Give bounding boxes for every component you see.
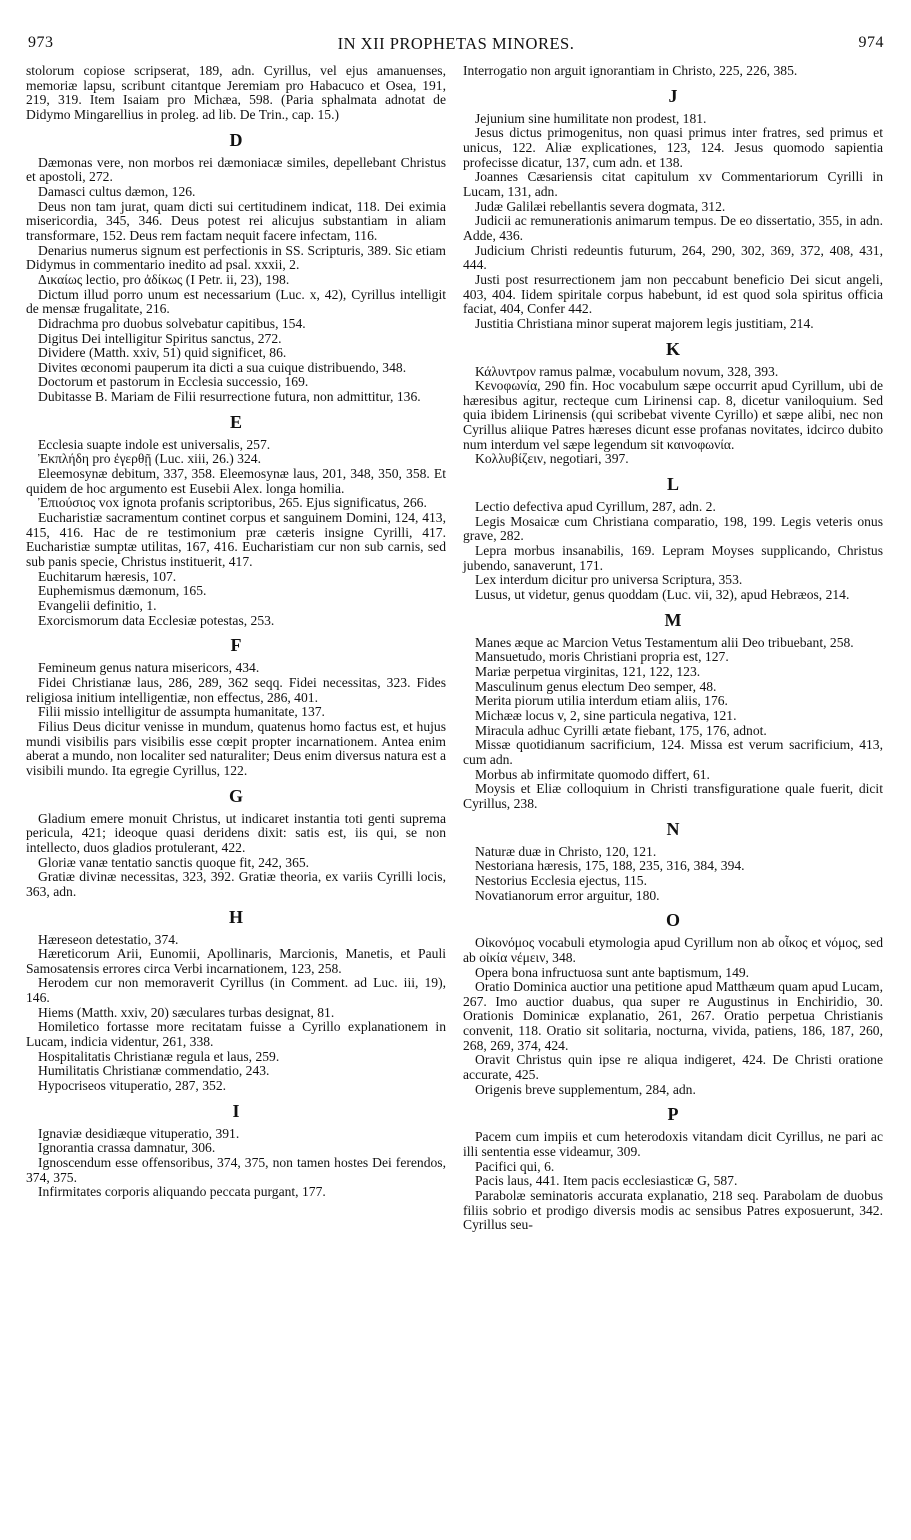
index-entry: Nestorius Ecclesia ejectus, 115. (475, 872, 648, 888)
index-entry: Judicii ac remunerationis animarum tempus. De eo dissertatio, 355, in adn. Adde, 436. (463, 213, 883, 243)
index-entry: Denarius numerus signum est perfectionis in SS. Scripturis, 389. Sic etiam Didymus in commentario inedito ad psal. xxxii, 2. (26, 242, 446, 273)
left-column (26, 64, 446, 1200)
index-entry: Evangelii definitio, 1. (38, 598, 157, 613)
section-letter-f: F (230, 635, 242, 656)
index-entry: Oravit Christus quin ipse re aliqua indigeret, 424. De Christi oratione accurate, 425. (463, 1052, 883, 1083)
index-entry: Dictum illud porro unum est necessarium (Luc. x, 42), Cyrillus intelligit de mensæ frugalitate, 216. (26, 286, 446, 317)
section-letter-d: D (229, 129, 243, 150)
index-entry: Deus non tam jurat, quam dicti sui certitudinem indicat, 118. Dei eximia misericordia, 345, 346. Deus potest rei alicujus substantiam in aliam transformare, 152. Deus rem factam nequit facere infectam, 116. (26, 198, 446, 243)
index-entry: Euchitarum hæresis, 107. (38, 568, 177, 584)
index-entry: Hæreticorum Arii, Eunomii, Apollinaris, Marcionis, Manetis, et Pauli Samosatensis errores circa Verbi incarnationem, 123, 258. (26, 946, 446, 976)
index-entry: Legis Mosaicæ cum Christiana comparatio, 198, 199. Legis veteris onus grave, 282. (463, 513, 883, 544)
index-entry: Joannes Cæsariensis citat capitulum xv Commentariorum Cyrilli in Lucam, 131, adn. (463, 169, 883, 199)
index-entry: Gratiæ divinæ necessitas, 323, 392. Gratiæ theoria, ex variis Cyrilli locis, 363, adn. (26, 869, 446, 899)
index-entry: Michææ locus v, 2, sine particula negativa, 121. (475, 707, 737, 723)
index-entry: Parabolæ seminatoris accurata explanatio, 218 seq. Parabolam de duobus filiis sobrio et prodigo diversis modis ac sensibus Patres exposuerunt, 342. Cyrillus seu- (463, 1188, 883, 1233)
section-letter-h: H (228, 906, 243, 927)
section-letter-i: I (232, 1100, 240, 1121)
section-letter-p: P (667, 1104, 679, 1125)
index-entry: Damasci cultus dæmon, 126. (38, 183, 196, 199)
index-entry: Dæmonas vere, non morbos rei dæmoniacæ similes, depellebant Christus et apostoli, 272. (26, 154, 446, 185)
index-entry: Ignorantia crassa damnatur, 306. (38, 1140, 216, 1156)
index-entry: Κολλυβίζειν, negotiari, 397. (475, 451, 629, 467)
index-entry: Herodem cur non memoraverit Cyrillus (in Comment. ad Luc. iii, 19), 146. (26, 975, 446, 1006)
index-entry: Hypocriseos vituperatio, 287, 352. (38, 1078, 227, 1094)
index-entry: Femineum genus natura misericors, 434. (38, 660, 260, 676)
index-entry: Filii missio intelligitur de assumpta humanitate, 137. (38, 704, 325, 720)
index-entry: Pacis laus, 441. Item pacis ecclesiasticæ G, 587. (475, 1173, 738, 1189)
index-entry: Judicium Christi redeuntis futurum, 264, 290, 302, 369, 372, 408, 431, 444. (463, 242, 883, 273)
section-letter-o: O (665, 910, 680, 931)
index-entry: Κενοφωνία, 290 fin. Hoc vocabulum sæpe occurrit apud Cyrillum, ubi de hæresibus agitur, recteque cum Lirinensi cap. 8, dicetur vaniloquium. Sed quia ibidem Lirinensis (qui scribebat vivente Cyrillo) et sæpe alibi, nec non Cyrillus aliique Patres hæreses dicunt esse profanas novitates, idcirco dubito num interdum vel sæpe legendum sit καινοφωνία. (463, 378, 883, 452)
index-entry: Missæ quotidianum sacrificium, 124. Missa est verum sacrificium, 413, cum adn. (463, 737, 883, 767)
index-entry: Ἐκπλήδη pro ἐγερθῇ (Luc. xiii, 26.) 324. (38, 451, 261, 467)
page-number-right: 974 (858, 34, 884, 51)
index-entry: Judæ Galilæi rebellantis severa dogmata, 312. (475, 198, 726, 214)
index-entry: Ecclesia suapte indole est universalis, 257. (38, 436, 271, 452)
section-letter-n: N (666, 818, 680, 839)
index-entry: Ignoscendum esse offensoribus, 374, 375, non tamen hostes Dei ferendos, 374, 375. (26, 1155, 446, 1185)
index-entry: Didrachma pro duobus solvebatur capitibus, 154. (38, 315, 306, 331)
index-entry: Dubitasse B. Mariam de Filii resurrectione futura, non admittitur, 136. (38, 389, 421, 405)
index-entry: Mariæ perpetua virginitas, 121, 122, 123. (475, 664, 701, 679)
index-entry: Justitia Christiana minor superat majorem legis justitiam, 214. (475, 315, 814, 331)
page-number-left: 973 (28, 34, 54, 51)
index-entry: Δικαίως lectio, pro ἀδίκως (I Petr. ii, 23), 198. (38, 271, 290, 287)
index-entry: Hiems (Matth. xxiv, 20) sæculares turbas designat, 81. (38, 1004, 335, 1020)
section-letter-g: G (228, 785, 243, 806)
index-entry: Infirmitates corporis aliquando peccata purgant, 177. (38, 1184, 326, 1200)
index-entry: Divites œconomi pauperum ita dicti a sua cuique distribuendo, 348. (38, 359, 407, 375)
index-entry: Dividere (Matth. xxiv, 51) quid significet, 86. (38, 345, 287, 361)
index-entry: Ἐπιούσιος vox ignota profanis scriptoribus, 265. Ejus significatus, 266. (38, 495, 427, 511)
index-entry: Exorcismorum data Ecclesiæ potestas, 253. (38, 612, 275, 628)
index-entry: Manes æque ac Marcion Vetus Testamentum alii Deo tribuebant, 258. (475, 634, 854, 650)
index-entry: Hæreseon detestatio, 374. (38, 931, 179, 947)
index-entry: Euphemismus dæmonum, 165. (38, 583, 207, 599)
index-entry: Digitus Dei intelligitur Spiritus sanctus, 272. (38, 330, 282, 346)
index-entry: Humilitatis Christianæ commendatio, 243. (38, 1063, 270, 1079)
index-entry: Gloriæ vanæ tentatio sanctis quoque fit, 242, 365. (38, 854, 310, 870)
index-entry: Οἰκονόμος vocabuli etymologia apud Cyrillum non ab οἶκος et νόμος, sed ab οἰκία νέμειν, 348. (463, 935, 883, 965)
index-entry: Fidei Christianæ laus, 286, 289, 362 seqq. Fidei necessitas, 323. Fides religiosa initium intelligentiæ, non effectus, 286, 401. (26, 674, 446, 705)
index-entry: Miracula adhuc Cyrilli ætate fiebant, 175, 176, adnot. (475, 722, 767, 738)
index-entry: Lex interdum dicitur pro universa Scriptura, 353. (475, 572, 743, 588)
section-letter-j: J (668, 85, 678, 106)
index-entry: Lusus, ut videtur, genus quoddam (Luc. vii, 32), apud Hebræos, 214. (475, 587, 850, 603)
index-entry: Morbus ab infirmitate quomodo differt, 61. (475, 766, 710, 782)
page-header (28, 34, 884, 56)
right-column (463, 64, 883, 1233)
index-entry: Pacem cum impiis et cum heterodoxis vitandam dicit Cyrillus, ne pari ac illi sententia esse videamur, 309. (463, 1129, 883, 1160)
index-entry: Novatianorum error arguitur, 180. (475, 887, 660, 903)
index-entry: Homiletico fortasse more recitatam fuisse a Cyrillo explanationem in Lucam, indicia videntur, 261, 338. (26, 1019, 446, 1050)
running-title: IN XII PROPHETAS MINORES. (337, 34, 575, 53)
index-entry: Pacifici qui, 6. (475, 1158, 555, 1174)
section-letter-m: M (664, 609, 682, 630)
continued-entry: Interrogatio non arguit ignorantiam in Christo, 225, 226, 385. (463, 63, 798, 78)
index-entry: Mansuetudo, moris Christiani propria est, 127. (475, 649, 729, 665)
index-entry: Masculinum genus electum Deo semper, 48. (475, 678, 717, 694)
section-letter-k: K (665, 338, 680, 359)
index-entry: Hospitalitatis Christianæ regula et laus, 259. (38, 1048, 280, 1064)
index-entry: Lepra morbus insanabilis, 169. Lepram Moyses supplicando, Christus jubendo, sanaverunt, 171. (463, 543, 883, 573)
continued-entry: stolorum copiose scripserat, 189, adn. Cyrillus, vel ejus amanuenses, memoriæ lapsu, scribunt citantque Jeremiam pro Habacuco et Osea, 191, 219, 319. Item Isaiam pro Michæa, 598. (Paria sphalmata adnotat de Didymo Mingarellius in proleg. ad lib. De Trin., cap. 15.) (26, 63, 446, 122)
section-letter-l: L (666, 474, 679, 495)
index-entry: Origenis breve supplementum, 284, adn. (475, 1081, 696, 1097)
index-entry: Naturæ duæ in Christo, 120, 121. (475, 843, 657, 859)
index-entry: Eucharistiæ sacramentum continet corpus et sanguinem Domini, 124, 413, 415, 416. Hac de re testimonium præ cæteris insigne Cyrilli, 417. Eucharistiæ sumptæ utilitas, 167, 416. Eucharistiam cur non sub carnis, sed sub panis specie, Christus instituerit, 417. (26, 510, 446, 570)
index-entry: Doctorum et pastorum in Ecclesia successio, 169. (38, 374, 309, 390)
index-entry: Opera bona infructuosa sunt ante baptismum, 149. (475, 964, 750, 980)
index-entry: Gladium emere monuit Christus, ut indicaret instantia toti genti suprema pericula, 421; ideoque quasi deridens dixit: satis est, iis qui, se non intellecto, duos gladios protulerant, 422. (26, 810, 446, 855)
section-letter-e: E (229, 411, 242, 432)
index-entry: Justi post resurrectionem jam non peccabunt beneficio Dei sicut angeli, 403, 404. Iidem spiritale corpus habebunt, id est quod sola spiritus officia faciat, 404, Confer 442. (463, 271, 883, 317)
index-entry: Eleemosynæ debitum, 337, 358. Eleemosynæ laus, 201, 348, 350, 358. Et quidem de hoc argumento est Eusebii Alex. longa homilia. (26, 466, 446, 496)
index-entry: Merita piorum utilia interdum etiam aliis, 176. (475, 693, 728, 709)
index-entry: Oratio Dominica auctior una petitione apud Matthæum quam apud Lucam, 267. Imo auctior duabus, qua super re Augustinus in Enchiridio, 30. Orationis Dominicæ explanatio, 261, 267. Oratio perpetua Christianis convenit, 118. Oratio sit solitaria, nocturna, vivida, patiens, 186, 187, 260, 268, 269, 374, 424. (463, 979, 883, 1053)
index-entry: Ignaviæ desidiæque vituperatio, 391. (38, 1125, 240, 1141)
index-entry: Jesus dictus primogenitus, non quasi primus inter fratres, sed primus et unicus, 122. Aliæ explicationes, 123, 124. Jesus quomodo sapientia profecisse dicatur, 137, cum adn. et 138. (463, 125, 883, 170)
index-entry: Moysis et Eliæ colloquium in Christi transfiguratione quale fuerit, dicit Cyrillus, 238. (463, 781, 883, 811)
index-entry: Filius Deus dicitur venisse in mundum, quatenus homo factus est, et hujus mundi visibilis pars visibilis esse cœpit propter incarnationem. Antea enim aberat a mundo, non localiter sed naturaliter; Deus enim diversus natura est a visibili mundo. Ita egregie Cyrillus, 122. (26, 718, 446, 778)
index-entry: Κάλυντρον ramus palmæ, vocabulum novum, 328, 393. (475, 363, 779, 379)
index-entry: Nestoriana hæresis, 175, 188, 235, 316, 384, 394. (475, 858, 745, 874)
index-entry: Lectio defectiva apud Cyrillum, 287, adn. 2. (475, 499, 716, 515)
index-entry: Jejunium sine humilitate non prodest, 181. (475, 110, 707, 126)
